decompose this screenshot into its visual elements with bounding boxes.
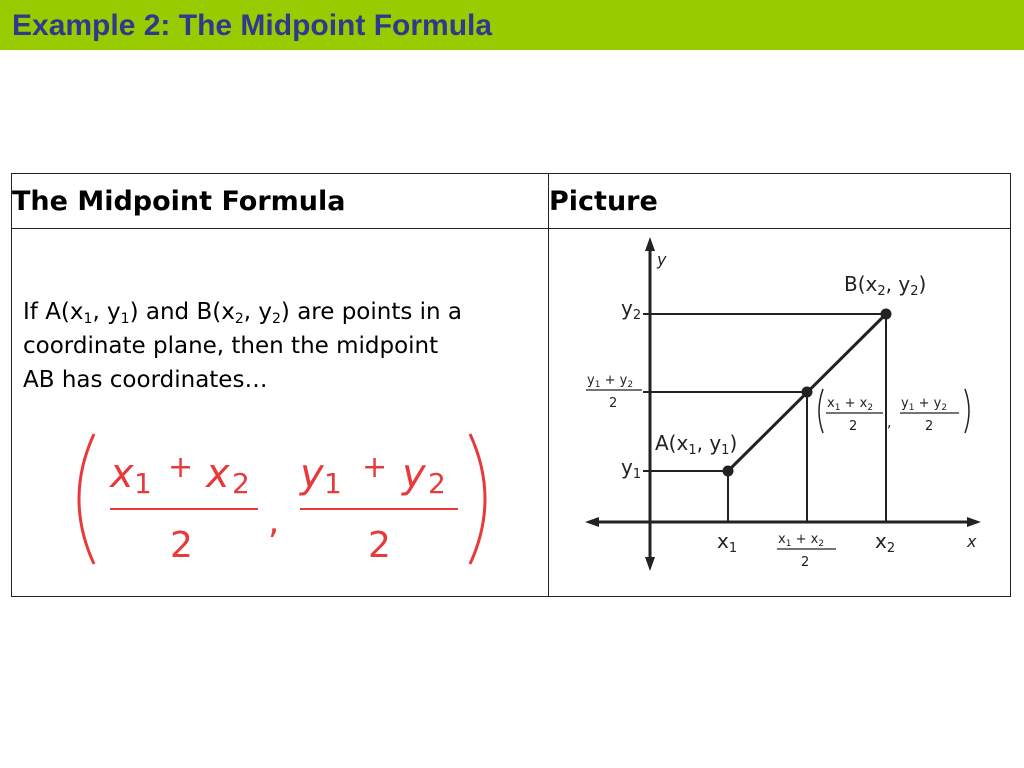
y-mid-tick	[586, 373, 642, 411]
svg-text:2: 2	[925, 419, 934, 434]
svg-text:1: 1	[324, 467, 342, 500]
picture-cell	[549, 229, 1011, 597]
x2-tick: $x_2$	[875, 529, 896, 556]
midpoint-formula	[72, 429, 492, 579]
x-axis-label: x	[967, 532, 977, 551]
point-a	[723, 466, 734, 477]
svg-text:2: 2	[232, 467, 250, 500]
svg-text:,: ,	[268, 501, 280, 542]
svg-text:+: +	[362, 450, 388, 485]
formula-description: If $A(x_1$, $y_1$) and $B(x_2$, $y_2$) are points in a coordinate plane, then the midpoint AB has coordinates…	[23, 299, 463, 393]
svg-text:2: 2	[801, 555, 810, 570]
svg-text:+: +	[168, 450, 194, 485]
point-b-label: $B(x_2$, $y_2$)	[844, 272, 927, 299]
point-a-label: $A(x_1$, $y_1$)	[655, 431, 738, 458]
midpoint-table	[11, 173, 1011, 597]
svg-text:,: ,	[887, 415, 892, 431]
svg-text:1: 1	[134, 467, 152, 500]
y1-tick: $y_1$	[621, 455, 642, 482]
formula-cell	[12, 229, 549, 597]
svg-text:2: 2	[849, 419, 858, 434]
num-x2: x	[206, 451, 230, 497]
header-formula: The Midpoint Formula	[12, 174, 549, 229]
svg-text:2: 2	[428, 467, 446, 500]
svg-text:x1 + x2: $x_1 + x_2$	[827, 396, 874, 413]
num-x1: x	[110, 451, 134, 497]
header-picture: Picture	[549, 174, 1011, 229]
y-axis-label: y	[657, 250, 667, 269]
svg-text:2: 2	[609, 396, 618, 411]
point-b	[881, 309, 892, 320]
title-bar	[0, 0, 1024, 50]
svg-text:x1 + x2: $x_1 + x_2$	[778, 532, 825, 549]
midpoint-label	[819, 389, 969, 434]
midpoint-graph	[549, 229, 1009, 597]
x1-tick: $x_1$	[717, 529, 738, 556]
den-y: 2	[368, 525, 391, 566]
slide-title: Example 2: The Midpoint Formula	[12, 9, 493, 42]
x-mid-tick	[777, 532, 836, 570]
num-y2: y	[402, 451, 426, 497]
svg-text:y1 + y2: $y_1 + y_2$	[587, 373, 634, 390]
svg-text:y1 + y2: $y_1 + y_2$	[901, 396, 948, 413]
y2-tick: $y_2$	[621, 296, 642, 323]
point-midpoint	[802, 387, 813, 398]
num-y1: y	[300, 451, 324, 497]
den-x: 2	[170, 525, 193, 566]
